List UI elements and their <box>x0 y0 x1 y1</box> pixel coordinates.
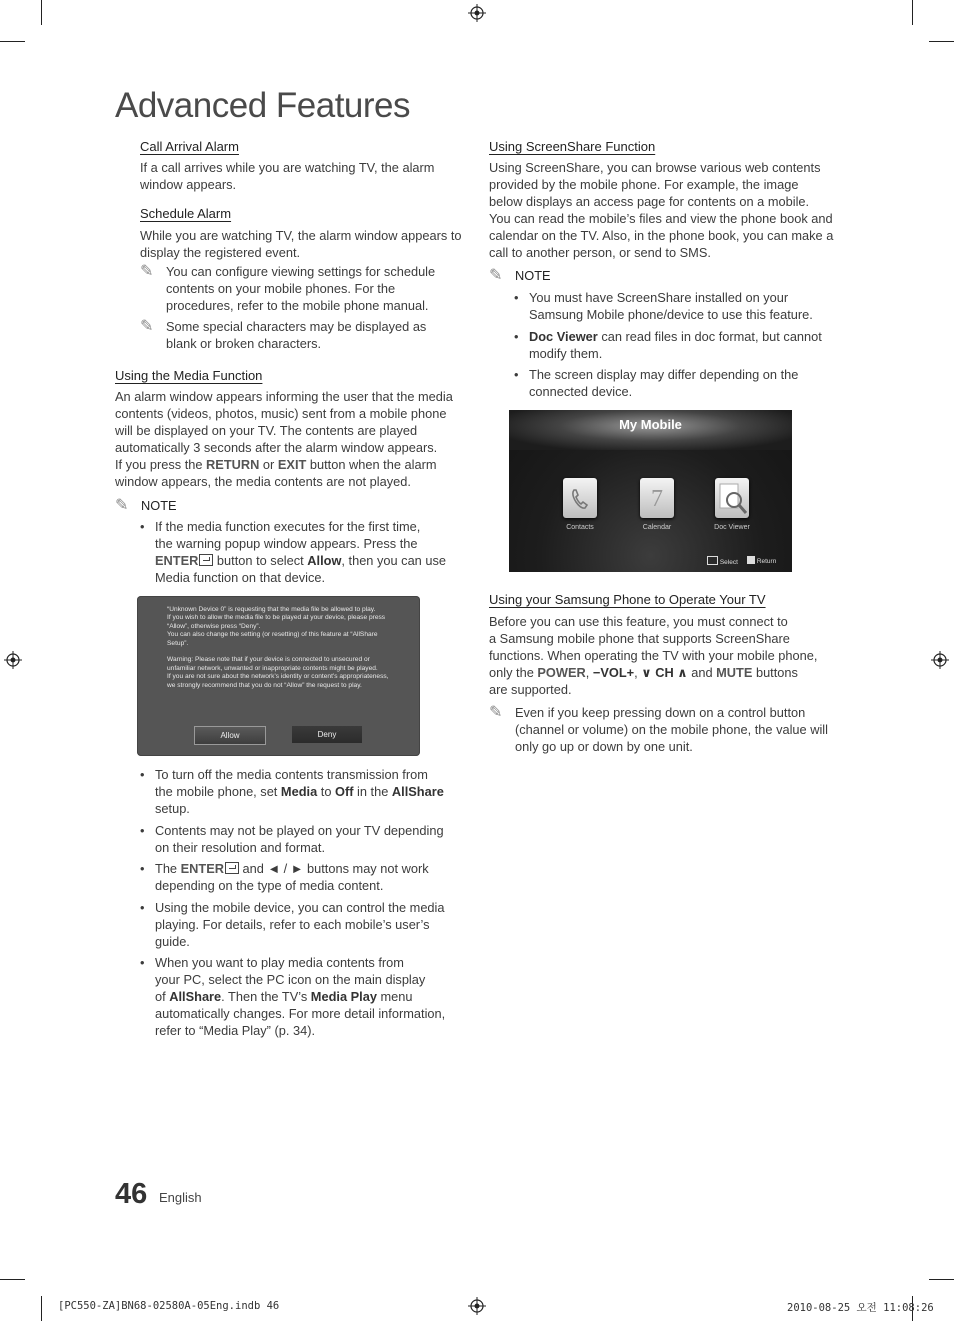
enter-icon <box>199 554 213 566</box>
calendar-icon[interactable] <box>640 478 674 518</box>
text-line: You can read the mobile’s files and view the phone book and <box>489 210 833 226</box>
select-hint: Select <box>707 556 738 566</box>
text-line: contents on your mobile phones. For the <box>166 280 396 296</box>
allow-button[interactable]: Allow <box>194 726 266 745</box>
crop-mark <box>929 41 954 42</box>
text-line: contents (videos, photos, music) sent from a mobile phone <box>115 405 447 421</box>
return-icon <box>747 556 755 564</box>
doc-viewer-label: Doc Viewer <box>714 524 750 531</box>
text-line: only go up or down by one unit. <box>515 738 693 754</box>
enter-icon <box>707 556 718 565</box>
deny-button[interactable]: Deny <box>292 726 362 743</box>
operate-tv-text <box>489 614 844 699</box>
text-line: You can configure viewing settings for schedule <box>166 264 436 279</box>
crop-mark <box>0 41 25 42</box>
registration-mark-icon <box>468 1297 486 1315</box>
crop-mark <box>0 1279 25 1280</box>
contacts-icon[interactable] <box>563 478 597 518</box>
text-line: are supported. <box>489 681 572 697</box>
media-function-text <box>115 389 470 490</box>
return-hint: Return <box>747 556 776 565</box>
text-line: An alarm window appears informing the user that the media <box>115 389 453 404</box>
page-title: Advanced Features <box>115 86 411 125</box>
text-line: calendar on the TV. Also, in the phone book, you can make a <box>489 227 834 243</box>
text-line: will be displayed on your TV. The contents are played <box>115 422 418 438</box>
call-alarm-text <box>140 160 470 194</box>
registration-mark-icon <box>4 651 22 669</box>
crop-mark <box>41 0 42 25</box>
section-heading-call-alarm: Call Arrival Alarm <box>140 139 239 154</box>
text-line: functions. When operating the TV with your mobile phone, <box>489 647 818 663</box>
text-line: window appears, the media contents are not played. <box>115 473 411 489</box>
registration-mark-icon <box>931 651 949 669</box>
contacts-label: Contacts <box>566 524 594 531</box>
text-line: If a call arrives while you are watching TV, the alarm <box>140 160 435 175</box>
screenshare-text <box>489 160 844 261</box>
media-bullet-1: • If the media function executes for the first time, the warning popup window appears. Press the ENTER button to select Allow, then you can use Media function on that device. <box>140 519 446 585</box>
text-line: Even if you keep pressing down on a control button <box>515 705 806 720</box>
page-number: 46 <box>115 1178 148 1210</box>
section-heading-media-function: Using the Media Function <box>115 368 263 383</box>
crop-mark <box>912 0 913 25</box>
screenshare-bullet-1: • You must have ScreenShare installed on your Samsung Mobile phone/device to use this feature. <box>514 290 813 322</box>
enter-icon <box>225 862 239 874</box>
media-bullet-3: • Contents may not be played on your TV depending on their resolution and format. <box>140 823 444 855</box>
schedule-note-2 <box>140 319 426 353</box>
pencil-note-icon: ✎ <box>140 318 154 335</box>
section-heading-schedule-alarm: Schedule Alarm <box>140 206 232 221</box>
calendar-label: Calendar <box>642 524 672 531</box>
text-line: Using ScreenShare, you can browse various web contents <box>489 160 821 175</box>
doc-viewer-icon[interactable] <box>715 478 749 518</box>
screenshare-bullet-2: • Doc Viewer can read files in doc format, but cannot modify them. <box>514 329 822 361</box>
text-line: automatically 3 seconds after the alarm window appears. <box>115 439 438 455</box>
text-line: procedures, refer to the mobile phone manual. <box>166 297 429 313</box>
text-line: Before you can use this feature, you must connect to <box>489 614 788 629</box>
pencil-note-icon: ✎ <box>140 263 154 280</box>
media-bullet-2: • To turn off the media contents transmission from the mobile phone, set Media to Off in the AllShare setup. <box>140 767 444 816</box>
page-language: English <box>159 1190 202 1205</box>
media-permission-dialog <box>137 596 420 756</box>
schedule-note-1 <box>140 264 435 315</box>
schedule-alarm-text <box>140 228 470 262</box>
crop-mark <box>929 1279 954 1280</box>
my-mobile-title: My Mobile <box>619 417 682 432</box>
operate-note <box>489 705 828 756</box>
calendar-day: 7 <box>651 486 663 512</box>
section-heading-screenshare: Using ScreenShare Function <box>489 139 656 154</box>
pencil-note-icon: ✎ <box>489 267 503 284</box>
text-line: If you press the RETURN or EXIT button when the alarm <box>115 456 437 472</box>
pencil-note-icon: ✎ <box>489 704 503 721</box>
text-line: While you are watching TV, the alarm window appears to <box>140 228 462 243</box>
text-line: provided by the mobile phone. For example, the image <box>489 176 799 192</box>
text-line: only the POWER, −VOL+, ∨ CH ∧ and MUTE buttons <box>489 664 798 680</box>
text-line: a Samsung mobile phone that supports ScreenShare <box>489 630 790 646</box>
text-line: Some special characters may be displayed as <box>166 319 427 334</box>
text-line: (channel or volume) on the mobile phone, the value will <box>515 721 828 737</box>
media-bullet-4: • The ENTER and ◄ / ► buttons may not work depending on the type of media content. <box>140 861 429 893</box>
crop-mark <box>41 1296 42 1321</box>
text-line: display the registered event. <box>140 244 301 260</box>
text-line: call to another person, or send to SMS. <box>489 244 711 260</box>
section-heading-operate-tv: Using your Samsung Phone to Operate Your TV <box>489 592 766 607</box>
text-line: window appears. <box>140 176 237 192</box>
footer-filename: [PC550-ZA]BN68-02580A-05Eng.indb 46 <box>58 1300 280 1312</box>
text-line: blank or broken characters. <box>166 335 322 351</box>
footer-timestamp: 2010-08-25 오전 11:08:26 <box>787 1302 934 1314</box>
media-note-header: ✎ NOTE <box>115 497 177 514</box>
pencil-note-icon: ✎ <box>115 497 129 514</box>
dialog-message: “Unknown Device 0” is requesting that the media file be allowed to play. If you wish to allow the media file to be played at your device, please press “Allow”, otherwise press “Deny”. You can also change the setting (or resetting) of this feature at “AllShare Setup”. Warning: Please note that if your device is connected to unsecured or unfamiliar network, unwanted or inappropriate contents might be played. If you are not sure about the network’s identity or content’s appropriateness, we strongly recommend that you do not “Allow” the request to play. <box>167 606 389 689</box>
registration-mark-icon <box>468 4 486 22</box>
screenshare-note-header: ✎ NOTE <box>489 267 551 284</box>
text-line: below displays an access page for contents on a mobile. <box>489 193 810 209</box>
my-mobile-screen <box>509 410 792 572</box>
screenshare-bullet-3: • The screen display may differ depending on the connected device. <box>514 367 799 399</box>
media-bullet-6: • When you want to play media contents from your PC, select the PC icon on the main display of AllShare. Then the TV’s Media Play menu automatically changes. For more detail information, refer to “Media Play” (p. 34). <box>140 955 446 1038</box>
media-bullet-5: • Using the mobile device, you can control the media playing. For details, refer to each mobile’s user’s guide. <box>140 900 445 949</box>
